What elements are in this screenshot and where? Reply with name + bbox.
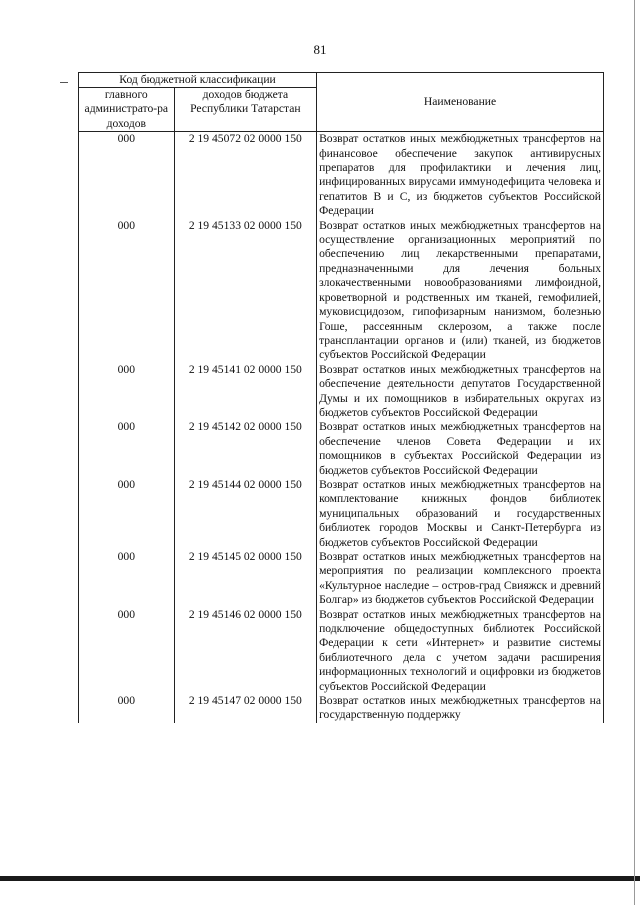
header-admin: главного администрато-ра доходов <box>79 88 175 132</box>
header-name: Наименование <box>317 73 604 132</box>
name-cell: Возврат остатков иных межбюджетных трансфертов на комплектование книжных фондов библиотек муниципальных образований и государственных библиотек городов Москвы и Санкт-Петербурга из бюджетов субъектов Российской Федерации <box>317 478 604 550</box>
scan-border-bar <box>0 876 640 881</box>
table-row <box>79 132 604 219</box>
scan-edge-line <box>634 0 635 905</box>
income-code-cell: 2 19 45147 02 0000 150 <box>174 694 316 723</box>
table-row <box>79 478 604 550</box>
budget-classification-table <box>78 72 604 723</box>
admin-code-cell: 000 <box>79 478 175 550</box>
name-cell: Возврат остатков иных межбюджетных трансфертов на подключение общедоступных библиотек Российской Федерации к сети «Интернет» и развитие системы библиотечного дела с учетом задачи расширения информационных технологий и оцифровки из бюджетов субъектов Российской Федерации <box>317 608 604 694</box>
page-number: 81 <box>313 42 327 57</box>
name-cell: Возврат остатков иных межбюджетных трансфертов на обеспечение членов Совета Федерации и их помощников в субъектах Российской Федерации из бюджетов субъектов Российской Федерации <box>317 420 604 478</box>
name-cell: Возврат остатков иных межбюджетных трансфертов на финансовое обеспечение закупок антивирусных препаратов для профилактики и лечения лиц, инфицированных вирусами иммунодефицита человека и гепатитов В и С, из бюджетов субъектов Российской Федерации <box>317 132 604 219</box>
name-cell: Возврат остатков иных межбюджетных трансфертов на государственную поддержку <box>317 694 604 723</box>
income-code-cell: 2 19 45141 02 0000 150 <box>174 363 316 421</box>
admin-code-cell: 000 <box>79 219 175 363</box>
admin-code-cell: 000 <box>79 363 175 421</box>
income-code-cell: 2 19 45144 02 0000 150 <box>174 478 316 550</box>
table-body <box>79 132 604 723</box>
admin-code-cell: 000 <box>79 694 175 723</box>
table-row <box>79 420 604 478</box>
income-code-cell: 2 19 45133 02 0000 150 <box>174 219 316 363</box>
table-header <box>79 73 604 132</box>
admin-code-cell: 000 <box>79 608 175 694</box>
admin-code-cell: 000 <box>79 550 175 608</box>
table-row <box>79 694 604 723</box>
header-income: доходов бюджета Республики Татарстан <box>174 88 316 132</box>
table-row <box>79 608 604 694</box>
income-code-cell: 2 19 45142 02 0000 150 <box>174 420 316 478</box>
admin-code-cell: 000 <box>79 420 175 478</box>
name-cell: Возврат остатков иных межбюджетных трансфертов на осуществление организационных мероприятий по обеспечению лиц лекарственными препаратами, предназначенными для лечения больных злокачественными новообразованиями лимфоидной, кроветворной и родственных им тканей, гемофилией, муковисцидозом, гипофизарным нанизмом, болезнью Гоше, рассеянным склерозом, а также после трансплантации органов и (или) тканей, из бюджетов субъектов Российской Федерации <box>317 219 604 363</box>
name-cell: Возврат остатков иных межбюджетных трансфертов на мероприятия по реализации комплексного проекта «Культурное наследие – остров-град Свияжск и древний Болгар» из бюджетов субъектов Российской Федерации <box>317 550 604 608</box>
income-code-cell: 2 19 45146 02 0000 150 <box>174 608 316 694</box>
margin-tick-mark <box>60 82 68 83</box>
income-code-cell: 2 19 45072 02 0000 150 <box>174 132 316 219</box>
admin-code-cell: 000 <box>79 132 175 219</box>
table-row <box>79 219 604 363</box>
name-cell: Возврат остатков иных межбюджетных трансфертов на обеспечение деятельности депутатов Государственной Думы и их помощников в избирательных округах из бюджетов субъектов Российской Федерации <box>317 363 604 421</box>
table-row <box>79 550 604 608</box>
header-group-title: Код бюджетной классификации <box>79 73 317 88</box>
income-code-cell: 2 19 45145 02 0000 150 <box>174 550 316 608</box>
table-row <box>79 363 604 421</box>
